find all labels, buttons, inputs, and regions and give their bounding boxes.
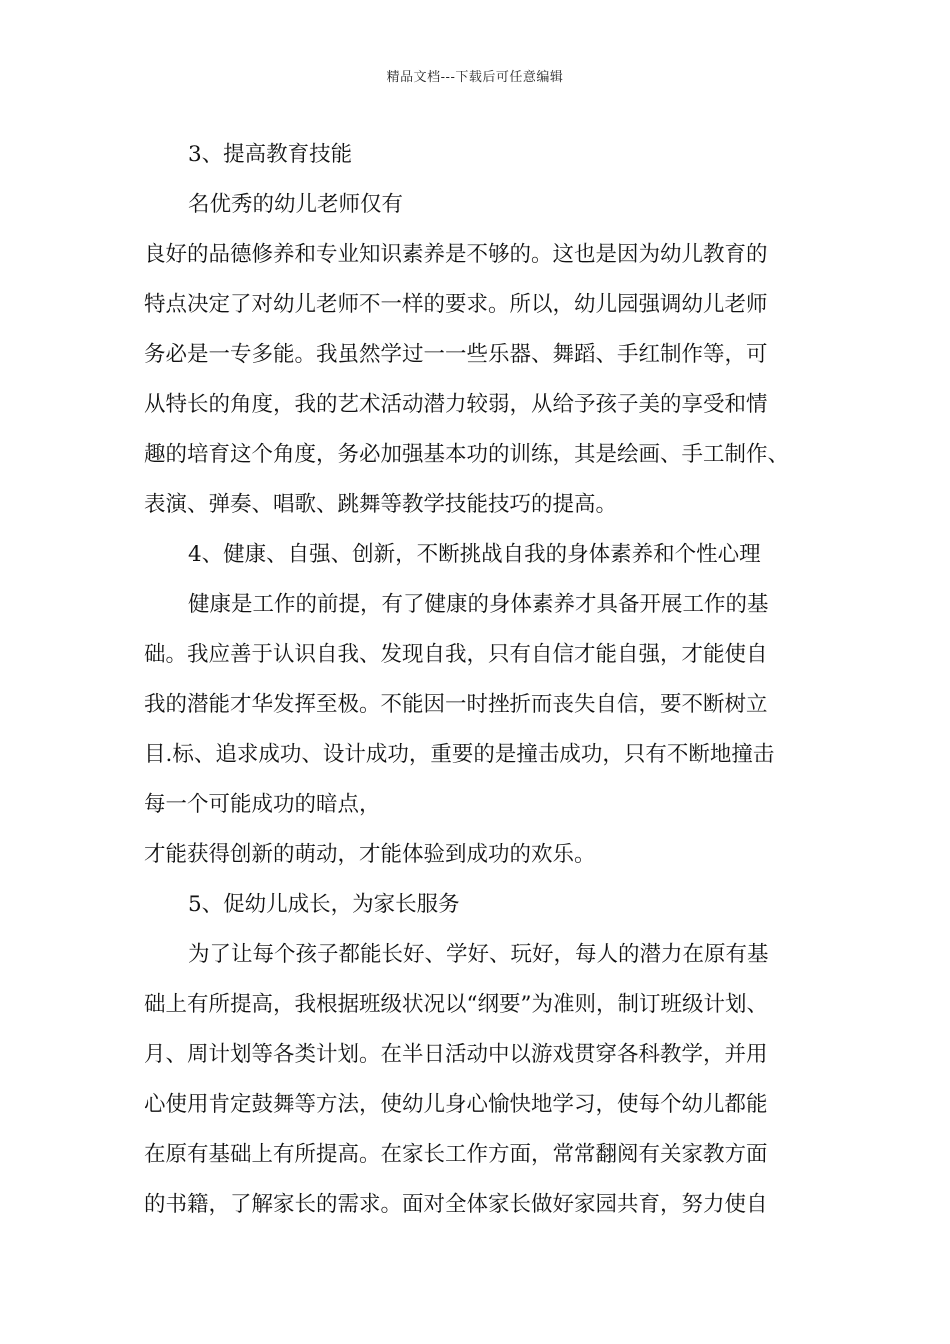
paragraph-line: 名优秀的幼儿老师仅有: [188, 192, 404, 217]
paragraph-line: 从特长的角度，我的艺术活动潜力较弱，从给予孩子美的享受和情: [144, 392, 768, 417]
paragraph-line: 心使用肯定鼓舞等方法，使幼儿身心愉快地学习，使每个幼儿都能: [144, 1092, 768, 1117]
paragraph-line: 表演、弹奏、唱歌、跳舞等教学技能技巧的提高。: [144, 492, 618, 517]
paragraph-line: 我的潜能才华发挥至极。不能因一时挫折而丧失自信，要不断树立: [144, 692, 768, 717]
section-heading: 5、促幼儿成长，为家长服务: [188, 892, 460, 917]
paragraph-line: 每一个可能成功的暗点，: [144, 792, 381, 817]
section-heading: 4、健康、自强、创新，不断挑战自我的身体素养和个性心理: [188, 542, 761, 567]
paragraph-line: 的书籍，了解家长的需求。面对全体家长做好家园共育，努力使自: [144, 1192, 768, 1217]
paragraph-line: 础。我应善于认识自我、发现自我，只有自信才能自强，才能使自: [144, 642, 768, 667]
paragraph-line: 础上有所提高，我根据班级状况以“纲要”为准则，制订班级计划、: [144, 992, 768, 1017]
paragraph-line: 健康是工作的前提，有了健康的身体素养才具备开展工作的基: [188, 592, 769, 617]
paragraph-line: 月、周计划等各类计划。在半日活动中以游戏贯穿各科教学，并用: [144, 1042, 768, 1067]
document-body: [144, 130, 824, 1230]
paragraph-line: 良好的品德修养和专业知识素养是不够的。这也是因为幼儿教育的: [144, 242, 768, 267]
paragraph-line: 在原有基础上有所提高。在家长工作方面，常常翻阅有关家教方面: [144, 1142, 768, 1167]
paragraph-line: 目.标、追求成功、设计成功，重要的是撞击成功，只有不断地撞击: [144, 742, 775, 767]
paragraph-line: 特点决定了对幼儿老师不一样的要求。所以，幼儿园强调幼儿老师: [144, 292, 768, 317]
page-header: 精品文档---下载后可任意编辑: [386, 70, 564, 85]
paragraph-line: 为了让每个孩子都能长好、学好、玩好，每人的潜力在原有基: [188, 942, 769, 967]
paragraph-line: 趣的培育这个角度，务必加强基本功的训练，其是绘画、手工制作、: [144, 442, 790, 467]
section-heading: 3、提高教育技能: [188, 142, 353, 167]
paragraph-line: 务必是一专多能。我虽然学过一一些乐器、舞蹈、手红制作等，可: [144, 342, 768, 367]
paragraph-line: 才能获得创新的萌动，才能体验到成功的欢乐。: [144, 842, 596, 867]
